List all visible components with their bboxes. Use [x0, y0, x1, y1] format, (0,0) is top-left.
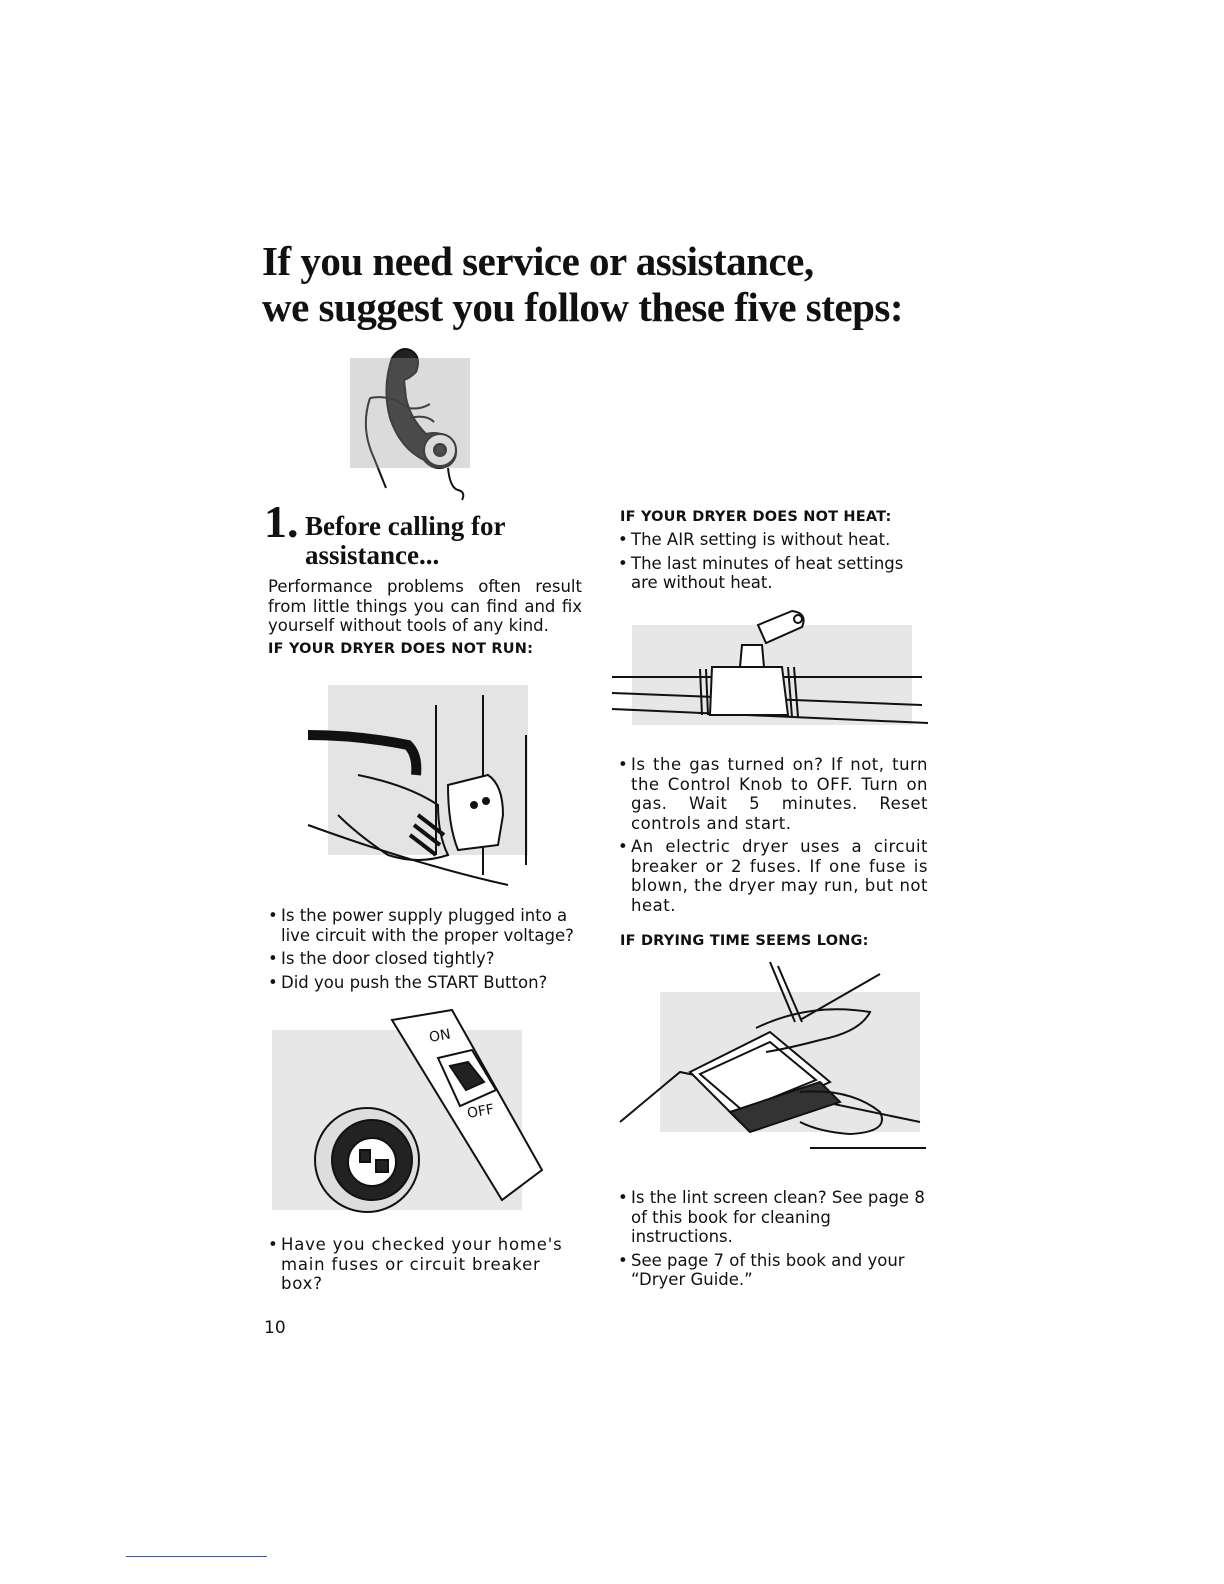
list-item: • The AIR setting is without heat. [618, 530, 930, 550]
telephone-handset-illustration [330, 338, 480, 508]
list-item: • Is the power supply plugged into a live circuit with the proper voltage? [268, 906, 584, 945]
page-title [262, 238, 962, 330]
no-run-caption: IF YOUR DRYER DOES NOT RUN: [268, 641, 534, 657]
lint-screen-illustration [620, 962, 930, 1162]
circuit-breaker-fuse-illustration [272, 1010, 562, 1220]
page-number: 10 [264, 1318, 286, 1338]
switch-on-label: ON [427, 1026, 452, 1046]
list-item: • Is the lint screen clean? See page 8 of this book for cleaning instructions. [618, 1188, 930, 1247]
power-plug-illustration [298, 675, 543, 890]
no-run-bullets [268, 906, 584, 996]
list-item: • Did you push the START Button? [268, 973, 584, 993]
drying-long-caption: IF DRYING TIME SEEMS LONG: [620, 933, 869, 949]
fuse-bullets [268, 1235, 568, 1298]
gas-bullets [618, 755, 928, 919]
intro-paragraph: Performance problems often result from little things you can find and fix yourself without tools of any kind. [268, 577, 582, 635]
list-item: • Is the gas turned on? If not, turn the Control Knob to OFF. Turn on gas. Wait 5 minutes. Reset controls and start. [618, 755, 928, 833]
drying-long-bullets [618, 1188, 930, 1294]
footer-rule [126, 1556, 267, 1557]
list-item: • Is the door closed tightly? [268, 949, 584, 969]
gas-valve-illustration [612, 605, 932, 735]
no-heat-caption: IF YOUR DRYER DOES NOT HEAT: [620, 509, 892, 525]
title-line-1: If you need service or assistance, [262, 238, 814, 284]
switch-off-label: OFF [465, 1101, 496, 1122]
step-number: 1. [264, 496, 299, 547]
no-heat-bullets [618, 530, 930, 597]
list-item: • An electric dryer uses a circuit breaker or 2 fuses. If one fuse is blown, the dryer may run, but not heat. [618, 837, 928, 915]
list-item: • See page 7 of this book and your “Dryer Guide.” [618, 1251, 930, 1290]
step-title: Before calling for assistance... [305, 511, 505, 570]
list-item: • The last minutes of heat settings are without heat. [618, 554, 930, 593]
list-item: • Have you checked your home's main fuses or circuit breaker box? [268, 1235, 568, 1294]
title-line-2: we suggest you follow these five steps: [262, 284, 903, 330]
